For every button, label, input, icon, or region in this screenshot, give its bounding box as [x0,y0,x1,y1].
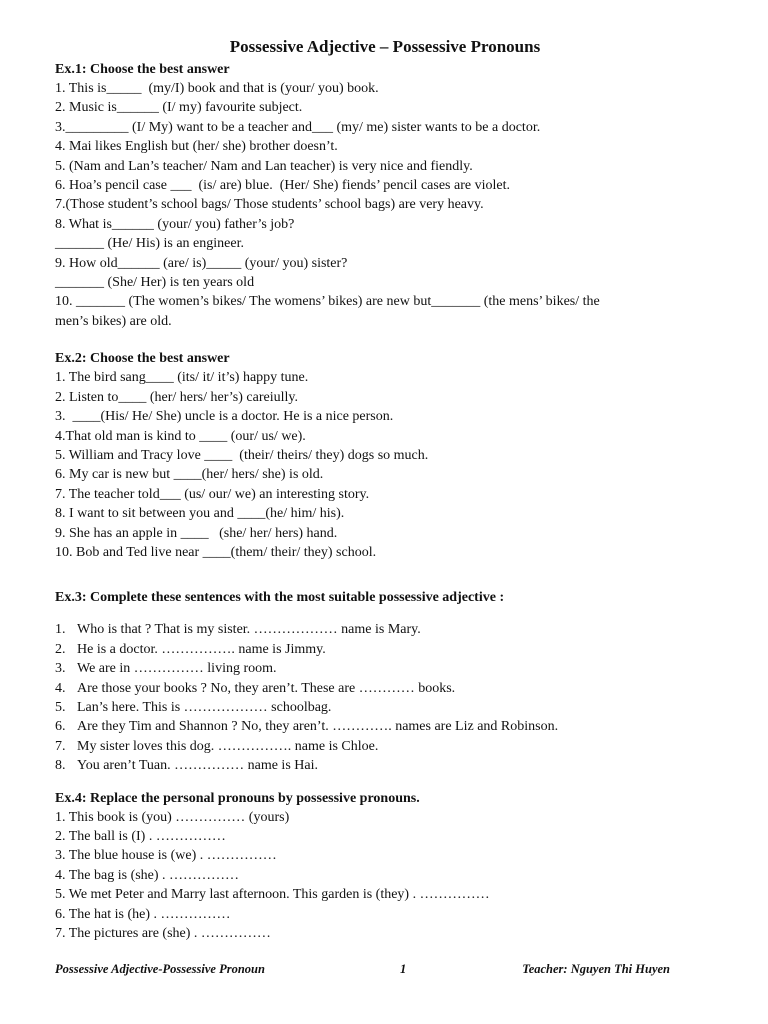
section-gap [55,776,715,789]
exercise-line: _______ (He/ His) is an engineer. [55,236,244,252]
exercise-line: 10. Bob and Ted live near ____(them/ their/ they) school. [55,544,377,560]
section-gap [55,562,715,588]
list-item [55,640,715,659]
exercise-4-heading: Ex.4: Replace the personal pronouns by possessive pronouns. [55,790,420,806]
exercise-line: 3._________ (I/ My) want to be a teacher and___ (my/ me) sister wants to be a doctor. [55,119,541,135]
exercise-3-heading: Ex.3: Complete these sentences with the most suitable possessive adjective : [55,590,505,606]
exercise-line: 7. The teacher told___ (us/ our/ we) an interesting story. [55,486,370,502]
heading-gap [55,607,715,620]
exercise-line: 5. William and Tracy love ____ (their/ theirs/ they) dogs so much. [55,447,429,463]
footer-title: Possessive Adjective-Possessive Pronoun [55,962,265,976]
exercise-1-heading: Ex.1: Choose the best answer [55,62,230,77]
list-item [55,698,715,717]
list-item [55,737,715,756]
exercise-1 [55,60,715,331]
exercise-line: 3. The blue house is (we) . …………… [55,848,277,864]
item-number: 5. [55,699,66,715]
exercise-line: 6. Hoa’s pencil case ___ (is/ are) blue. (Her/ She) fiends’ pencil cases are violet. [55,178,510,194]
list-item [55,659,715,678]
worksheet-page [55,36,715,943]
section-gap [55,331,715,349]
exercise-line: 9. How old______ (are/ is)_____ (your/ you) sister? [55,255,348,271]
item-number: 8. [55,758,66,774]
item-text: Who is that ? That is my sister. ……………… name is Mary. [77,622,421,638]
page-footer [55,962,670,980]
item-text: Are those your books ? No, they aren’t. These are ………… books. [77,680,456,696]
footer-page-number: 1 [400,962,407,976]
item-text: My sister loves this dog. ……………. name is Chloe. [77,738,379,754]
exercise-line: 7.(Those student’s school bags/ Those students’ school bags) are very heavy. [55,197,484,213]
item-number: 7. [55,738,66,754]
exercise-line: 2. Listen to____ (her/ hers/ her’s) careiully. [55,389,298,405]
item-number: 1. [55,622,66,638]
exercise-line: 2. Music is______ (I/ my) favourite subject. [55,100,303,116]
item-text: We are in …………… living room. [77,661,277,677]
footer-teacher: Teacher: Nguyen Thi Huyen [522,962,670,976]
item-number: 6. [55,719,66,735]
exercise-line: 8. What is______ (your/ you) father’s job? [55,216,295,232]
exercise-3 [55,588,715,775]
exercise-line: 8. I want to sit between you and ____(he/ him/ his). [55,506,345,522]
exercise-line: 1. This is_____ (my/I) book and that is (your/ you) book. [55,81,379,96]
exercise-line: 4. Mai likes English but (her/ she) brother doesn’t. [55,139,338,155]
item-number: 2. [55,641,66,657]
exercise-line: 4.That old man is kind to ____ (our/ us/ we). [55,428,306,444]
item-text: You aren’t Tuan. …………… name is Hai. [77,758,318,774]
exercise-line: men’s bikes) are old. [55,313,172,329]
exercise-line: 4. The bag is (she) . …………… [55,867,240,883]
exercise-line: 10. _______ (The women’s bikes/ The womens’ bikes) are new but_______ (the mens’ bikes/ the [55,294,600,310]
exercise-line: 9. She has an apple in ____ (she/ her/ hers) hand. [55,525,338,541]
item-text: Are they Tim and Shannon ? No, they aren’t. …………. names are Liz and Robinson. [77,719,559,735]
exercise-line: 1. The bird sang____ (its/ it/ it’s) happy tune. [55,370,309,386]
exercise-line: _______ (She/ Her) is ten years old [55,275,255,291]
list-item [55,717,715,736]
exercise-3-list [55,620,715,775]
exercise-2 [55,349,715,562]
exercise-2-heading: Ex.2: Choose the best answer [55,351,230,367]
exercise-line: 6. The hat is (he) . …………… [55,906,231,922]
exercise-line: 6. My car is new but ____(her/ hers/ she) is old. [55,467,324,483]
list-item [55,679,715,698]
page-title: Possessive Adjective – Possessive Pronouns [229,37,541,56]
exercise-4 [55,789,715,944]
exercise-line: 1. This book is (you) …………… (yours) [55,809,290,825]
exercise-line: 3. ____(His/ He/ She) uncle is a doctor. He is a nice person. [55,409,394,425]
exercise-line: 2. The ball is (I) . …………… [55,829,226,844]
list-item [55,756,715,775]
item-number: 3. [55,661,66,677]
item-number: 4. [55,680,66,696]
item-text: Lan’s here. This is ……………… schoolbag. [77,699,332,715]
exercise-line: 5. (Nam and Lan’s teacher/ Nam and Lan teacher) is very nice and fiendly. [55,158,473,174]
exercise-line: 5. We met Peter and Marry last afternoon. This garden is (they) . …………… [55,887,490,903]
item-text: He is a doctor. ……………. name is Jimmy. [77,641,326,657]
list-item [55,620,715,639]
exercise-line: 7. The pictures are (she) . …………… [55,926,271,942]
